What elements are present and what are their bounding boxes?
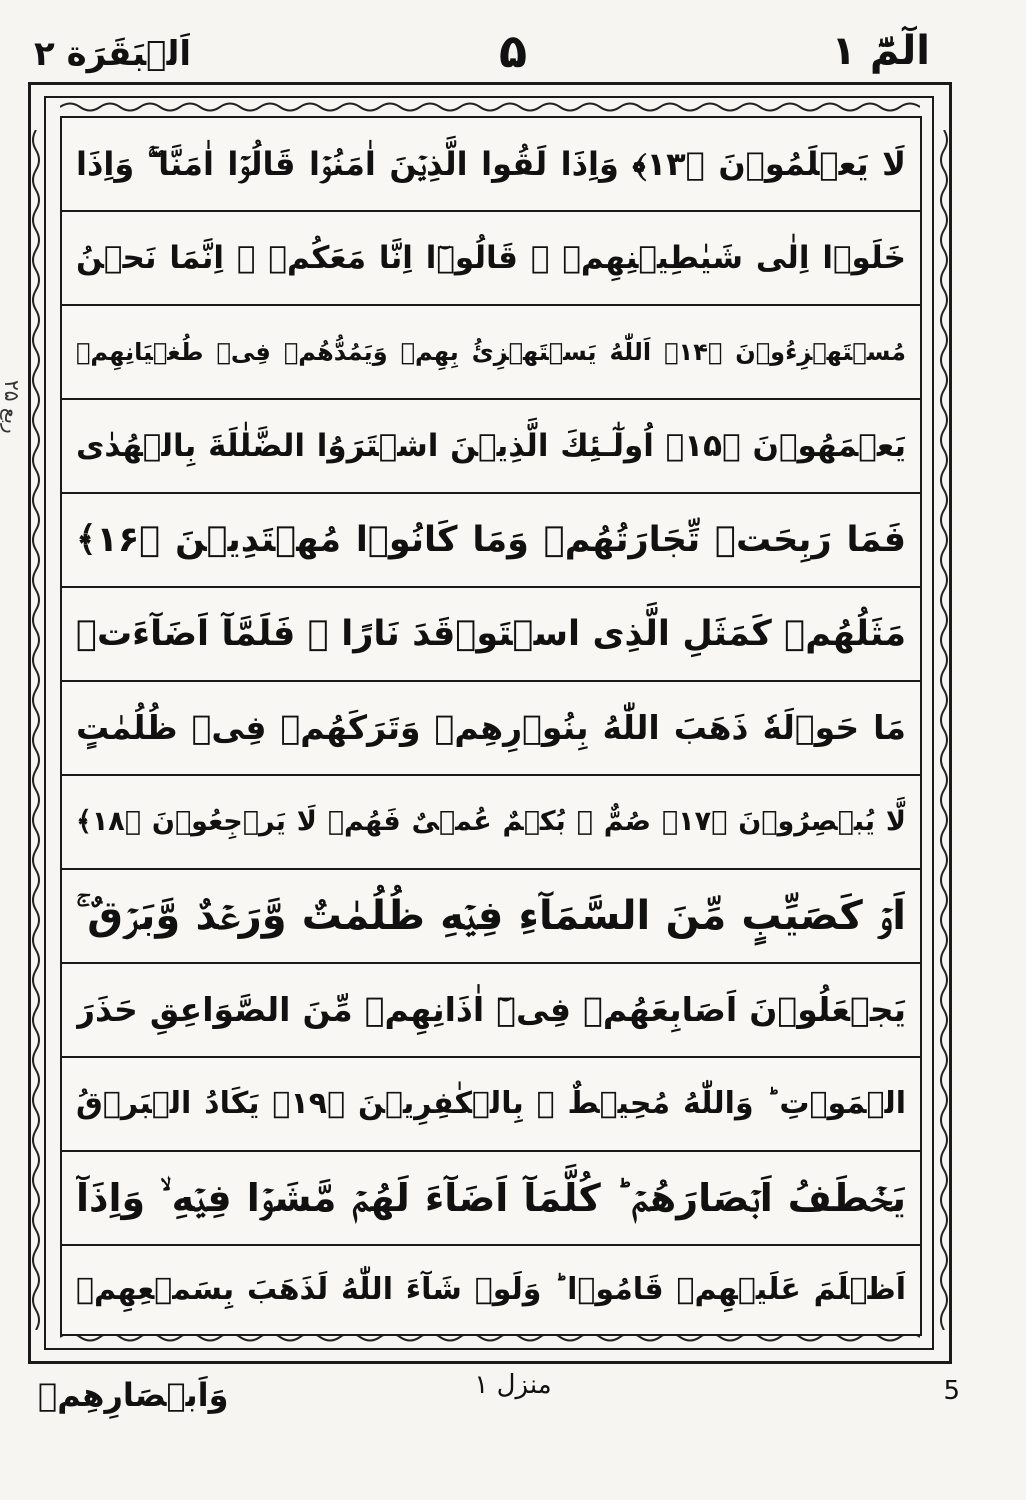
verse-line-text: لَا يَعۡلَمُوۡنَ ﴿۱۳﴾ وَاِذَا لَقُوا الَّذِيۡنَ اٰمَنُوۡا قَالُوۡٓا اٰمَنَّا ۖۚ وَاِذَا bbox=[76, 145, 906, 183]
verse-line bbox=[62, 212, 920, 306]
verse-line bbox=[62, 588, 920, 682]
verse-line bbox=[62, 964, 920, 1058]
verse-line bbox=[62, 1246, 920, 1334]
juz-title: الٓمّٓ ۱ bbox=[831, 28, 930, 74]
verse-line-text: مُسۡتَهۡزِءُوۡنَ ﴿۱۴﴾ اَللّٰهُ يَسۡتَهۡزِئُ بِهِمۡ وَيَمُدُّهُمۡ فِىۡ طُغۡيَانِهِمۡ bbox=[76, 338, 906, 366]
verse-line-text: يَعۡمَهُوۡنَ ﴿۱۵﴾ اُولٰٓـئِكَ الَّذِيۡنَ اشۡتَرَوُا الضَّلٰلَةَ بِالۡهُدٰى bbox=[76, 428, 906, 464]
catchword: وَاَبۡصَارِهِمۡ bbox=[38, 1376, 229, 1414]
page-number: ۵ bbox=[498, 24, 528, 78]
verse-line bbox=[62, 306, 920, 400]
verse-line-text: لَّا يُبۡصِرُوۡنَ ﴿۱۷﴾ صُمٌّ ۢ بُكۡمٌ عُمۡىٌ فَهُمۡ لَا يَرۡجِعُوۡنَ ﴿۱۸﴾ bbox=[76, 806, 906, 837]
verse-line-text: يَخۡطَفُ اَبۡصَارَهُمۡ ؕ كُلَّمَآ اَضَآءَ لَهُمۡ مَّشَوۡا فِيۡهِ ۙ وَاِذَآ bbox=[76, 1176, 906, 1220]
verse-line bbox=[62, 870, 920, 964]
right-ornament bbox=[938, 130, 950, 1330]
verse-line bbox=[62, 118, 920, 212]
top-ornament bbox=[60, 100, 920, 114]
verse-line-text: مَا حَوۡلَهٗ ذَهَبَ اللّٰهُ بِنُوۡرِهِمۡ وَتَرَكَهُمۡ فِىۡ ظُلُمٰتٍ bbox=[76, 708, 906, 747]
verse-line-text: اَوۡ كَصَيِّبٍ مِّنَ السَّمَآءِ فِيۡهِ ظُلُمٰتٌ وَّرَعۡدٌ وَّبَرۡقٌ ۚ bbox=[76, 893, 906, 939]
verse-line bbox=[62, 1152, 920, 1246]
verse-line bbox=[62, 494, 920, 588]
verse-panel bbox=[60, 116, 922, 1336]
verse-line bbox=[62, 682, 920, 776]
verse-line-text: الۡمَوۡتِ ؕ وَاللّٰهُ مُحِيۡطٌ ۢ بِالۡكٰفِرِيۡنَ ﴿۱۹﴾ يَكَادُ الۡبَرۡقُ bbox=[76, 1086, 906, 1121]
verse-line-text: فَمَا رَبِحَتۡ تِّجَارَتُهُمۡ وَمَا كَانُوۡا مُهۡتَدِيۡنَ ﴿۱۶﴾ bbox=[76, 520, 906, 560]
manzil-label: منزل ۱ bbox=[474, 1370, 552, 1400]
verse-line bbox=[62, 776, 920, 870]
margin-note: ربع ۲۵ bbox=[0, 380, 24, 434]
left-ornament bbox=[30, 130, 42, 1330]
verse-line bbox=[62, 1058, 920, 1152]
page-number-latin: 5 bbox=[943, 1376, 960, 1406]
verse-line-text: مَثَلُهُمۡ كَمَثَلِ الَّذِى اسۡتَوۡقَدَ نَارًا ۚ فَلَمَّآ اَضَآءَتۡ bbox=[76, 614, 906, 654]
verse-line-text: اَظۡلَمَ عَلَيۡهِمۡ قَامُوۡا ؕ وَلَوۡ شَآءَ اللّٰهُ لَذَهَبَ بِسَمۡعِهِمۡ bbox=[76, 1272, 906, 1307]
verse-line-text: خَلَوۡا اِلٰى شَيٰطِيۡنِهِمۡ ۙ قَالُوۡٓا اِنَّا مَعَكُمۡ ۙ اِنَّمَا نَحۡنُ bbox=[76, 240, 906, 276]
surah-title: اَلۡبَقَرَة ۲ bbox=[34, 34, 191, 74]
verse-line bbox=[62, 400, 920, 494]
verse-line-text: يَجۡعَلُوۡنَ اَصَابِعَهُمۡ فِىۡٓ اٰذَانِهِمۡ مِّنَ الصَّوَاعِقِ حَذَرَ bbox=[76, 990, 906, 1029]
